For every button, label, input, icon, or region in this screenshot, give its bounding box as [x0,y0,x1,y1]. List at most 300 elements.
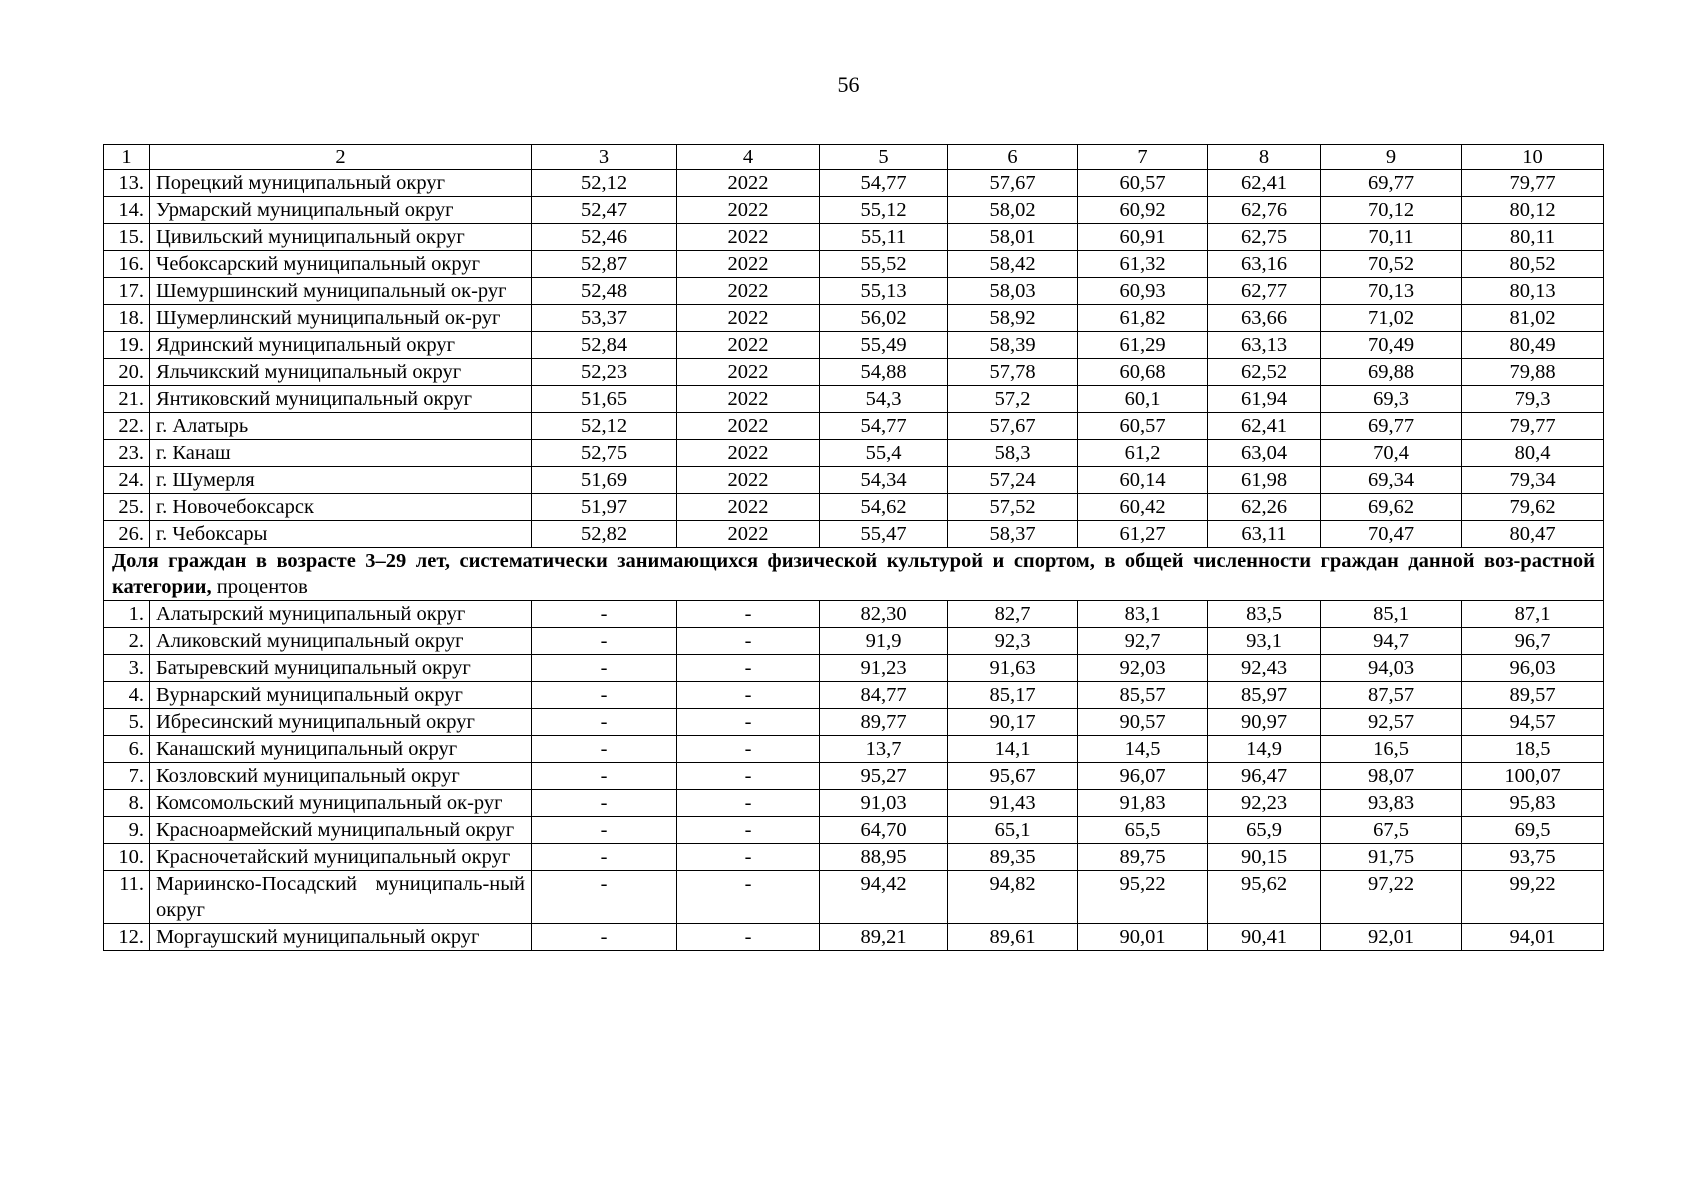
value-cell: 57,67 [948,413,1078,440]
value-cell: 14,5 [1078,736,1208,763]
value-cell: 60,57 [1078,170,1208,197]
value-cell: 79,77 [1462,170,1604,197]
value-cell: 91,75 [1321,844,1462,871]
row-number: 13. [104,170,150,197]
value-cell: 100,07 [1462,763,1604,790]
value-cell: 79,3 [1462,386,1604,413]
row-number: 26. [104,521,150,548]
value-cell: 80,47 [1462,521,1604,548]
value-cell: 52,12 [532,413,677,440]
row-number: 25. [104,494,150,521]
municipality-name: Козловский муниципальный округ [150,763,532,790]
municipality-name: Красноармейский муниципальный округ [150,817,532,844]
value-cell: 94,7 [1321,628,1462,655]
value-cell: 61,82 [1078,305,1208,332]
row-number: 7. [104,763,150,790]
row-number: 10. [104,844,150,871]
value-cell: 94,03 [1321,655,1462,682]
value-cell: 58,3 [948,440,1078,467]
value-cell: 55,4 [820,440,948,467]
table-row [104,467,1604,494]
value-cell: 65,9 [1208,817,1321,844]
value-cell: 96,03 [1462,655,1604,682]
column-header: 4 [677,145,820,170]
value-cell: 89,57 [1462,682,1604,709]
municipality-name: Моргаушский муниципальный округ [150,924,532,951]
value-cell: 92,03 [1078,655,1208,682]
column-header: 5 [820,145,948,170]
value-cell: 69,77 [1321,413,1462,440]
row-number: 2. [104,628,150,655]
table-row [104,682,1604,709]
table-row [104,386,1604,413]
value-cell: 70,47 [1321,521,1462,548]
row-number: 9. [104,817,150,844]
value-cell: 63,13 [1208,332,1321,359]
value-cell: 18,5 [1462,736,1604,763]
value-cell: 54,88 [820,359,948,386]
value-cell: 63,66 [1208,305,1321,332]
value-cell: 70,12 [1321,197,1462,224]
value-cell: 79,77 [1462,413,1604,440]
value-cell: 69,77 [1321,170,1462,197]
row-number: 22. [104,413,150,440]
row-number: 17. [104,278,150,305]
value-cell: - [532,601,677,628]
table-row [104,655,1604,682]
value-cell: 94,01 [1462,924,1604,951]
value-cell: 91,9 [820,628,948,655]
value-cell: 52,23 [532,359,677,386]
value-cell: 88,95 [820,844,948,871]
table-row [104,521,1604,548]
value-cell: 82,30 [820,601,948,628]
column-number-header-row [104,145,1604,170]
table-row [104,413,1604,440]
value-cell: 80,13 [1462,278,1604,305]
value-cell: - [677,736,820,763]
value-cell: 60,1 [1078,386,1208,413]
value-cell: 13,7 [820,736,948,763]
municipality-name: Батыревский муниципальный округ [150,655,532,682]
value-cell: 80,49 [1462,332,1604,359]
row-number: 1. [104,601,150,628]
table-row [104,736,1604,763]
table-row [104,170,1604,197]
value-cell: 90,17 [948,709,1078,736]
value-cell: - [677,628,820,655]
value-cell: 57,2 [948,386,1078,413]
municipality-name: Комсомольский муниципальный ок-руг [150,790,532,817]
municipality-name: Янтиковский муниципальный округ [150,386,532,413]
value-cell: 2022 [677,413,820,440]
value-cell: 54,34 [820,467,948,494]
value-cell: 2022 [677,305,820,332]
row-number: 20. [104,359,150,386]
value-cell: 2022 [677,251,820,278]
value-cell: 94,82 [948,871,1078,924]
municipality-name: Порецкий муниципальный округ [150,170,532,197]
value-cell: 52,12 [532,170,677,197]
table-row [104,251,1604,278]
table-row [104,332,1604,359]
value-cell: 61,27 [1078,521,1208,548]
value-cell: 51,69 [532,467,677,494]
table-row [104,790,1604,817]
value-cell: - [677,763,820,790]
table-row [104,494,1604,521]
column-header: 7 [1078,145,1208,170]
value-cell: 51,65 [532,386,677,413]
municipality-name: Алатырский муниципальный округ [150,601,532,628]
table-row [104,305,1604,332]
value-cell: 69,88 [1321,359,1462,386]
value-cell: - [532,682,677,709]
value-cell: 92,57 [1321,709,1462,736]
value-cell: 94,57 [1462,709,1604,736]
value-cell: 62,52 [1208,359,1321,386]
value-cell: 14,1 [948,736,1078,763]
municipality-name: Чебоксарский муниципальный округ [150,251,532,278]
value-cell: - [677,790,820,817]
value-cell: 52,84 [532,332,677,359]
value-cell: 60,92 [1078,197,1208,224]
value-cell: 96,7 [1462,628,1604,655]
value-cell: 97,22 [1321,871,1462,924]
value-cell: 95,22 [1078,871,1208,924]
value-cell: - [532,844,677,871]
value-cell: 55,13 [820,278,948,305]
value-cell: 62,26 [1208,494,1321,521]
value-cell: 54,62 [820,494,948,521]
value-cell: 79,34 [1462,467,1604,494]
value-cell: 58,39 [948,332,1078,359]
value-cell: 81,02 [1462,305,1604,332]
value-cell: 79,88 [1462,359,1604,386]
value-cell: - [532,709,677,736]
row-number: 8. [104,790,150,817]
value-cell: 55,52 [820,251,948,278]
value-cell: 92,01 [1321,924,1462,951]
value-cell: 95,27 [820,763,948,790]
row-number: 3. [104,655,150,682]
municipality-name: Ибресинский муниципальный округ [150,709,532,736]
value-cell: 91,03 [820,790,948,817]
value-cell: 62,41 [1208,170,1321,197]
value-cell: 63,16 [1208,251,1321,278]
value-cell: 85,1 [1321,601,1462,628]
value-cell: - [532,736,677,763]
table-row [104,359,1604,386]
value-cell: 98,07 [1321,763,1462,790]
value-cell: 89,21 [820,924,948,951]
value-cell: 62,77 [1208,278,1321,305]
value-cell: 89,35 [948,844,1078,871]
value-cell: 91,23 [820,655,948,682]
value-cell: 2022 [677,170,820,197]
municipality-name: Шумерлинский муниципальный ок-руг [150,305,532,332]
indicators-table [103,144,1604,951]
municipality-name: Красночетайский муниципальный округ [150,844,532,871]
row-number: 12. [104,924,150,951]
value-cell: 89,61 [948,924,1078,951]
value-cell: 52,87 [532,251,677,278]
value-cell: 14,9 [1208,736,1321,763]
value-cell: 60,91 [1078,224,1208,251]
table-row [104,601,1604,628]
value-cell: - [677,871,820,924]
value-cell: 80,12 [1462,197,1604,224]
value-cell: 51,97 [532,494,677,521]
row-number: 19. [104,332,150,359]
municipality-name: Канашский муниципальный округ [150,736,532,763]
value-cell: 2022 [677,332,820,359]
value-cell: 80,4 [1462,440,1604,467]
value-cell: 60,57 [1078,413,1208,440]
value-cell: 84,77 [820,682,948,709]
value-cell: 60,68 [1078,359,1208,386]
column-header: 9 [1321,145,1462,170]
value-cell: 96,07 [1078,763,1208,790]
value-cell: - [677,924,820,951]
value-cell: 79,62 [1462,494,1604,521]
value-cell: - [532,924,677,951]
value-cell: 2022 [677,359,820,386]
municipality-name: Яльчикский муниципальный округ [150,359,532,386]
value-cell: 95,67 [948,763,1078,790]
column-header: 1 [104,145,150,170]
table-row [104,224,1604,251]
value-cell: 54,3 [820,386,948,413]
value-cell: - [532,763,677,790]
value-cell: 93,1 [1208,628,1321,655]
value-cell: 52,75 [532,440,677,467]
column-header: 10 [1462,145,1604,170]
value-cell: 70,11 [1321,224,1462,251]
value-cell: 96,47 [1208,763,1321,790]
value-cell: 92,23 [1208,790,1321,817]
value-cell: 2022 [677,494,820,521]
value-cell: 92,7 [1078,628,1208,655]
table-row [104,763,1604,790]
value-cell: 2022 [677,278,820,305]
value-cell: 57,78 [948,359,1078,386]
value-cell: 92,43 [1208,655,1321,682]
value-cell: 60,14 [1078,467,1208,494]
value-cell: 2022 [677,386,820,413]
value-cell: 2022 [677,467,820,494]
column-header: 6 [948,145,1078,170]
value-cell: - [532,655,677,682]
column-header: 2 [150,145,532,170]
row-number: 15. [104,224,150,251]
value-cell: 16,5 [1321,736,1462,763]
table-row [104,871,1604,924]
value-cell: 62,41 [1208,413,1321,440]
value-cell: 58,42 [948,251,1078,278]
value-cell: 54,77 [820,413,948,440]
table-row [104,924,1604,951]
value-cell: 92,3 [948,628,1078,655]
value-cell: 58,01 [948,224,1078,251]
value-cell: - [677,709,820,736]
value-cell: 93,83 [1321,790,1462,817]
row-number: 18. [104,305,150,332]
value-cell: 58,03 [948,278,1078,305]
value-cell: 70,13 [1321,278,1462,305]
value-cell: 90,57 [1078,709,1208,736]
value-cell: 82,7 [948,601,1078,628]
value-cell: 57,67 [948,170,1078,197]
value-cell: 63,04 [1208,440,1321,467]
value-cell: 63,11 [1208,521,1321,548]
municipality-name: Ядринский муниципальный округ [150,332,532,359]
value-cell: 90,97 [1208,709,1321,736]
value-cell: - [677,682,820,709]
value-cell: 87,57 [1321,682,1462,709]
value-cell: 85,17 [948,682,1078,709]
section-title [104,548,1604,601]
value-cell: 90,41 [1208,924,1321,951]
value-cell: 61,2 [1078,440,1208,467]
value-cell: 95,83 [1462,790,1604,817]
value-cell: 65,5 [1078,817,1208,844]
table-row [104,817,1604,844]
municipality-name: г. Новочебоксарск [150,494,532,521]
municipality-name: г. Шумерля [150,467,532,494]
table-row [104,440,1604,467]
value-cell: 83,1 [1078,601,1208,628]
value-cell: 62,75 [1208,224,1321,251]
value-cell: 70,4 [1321,440,1462,467]
value-cell: 2022 [677,224,820,251]
value-cell: 52,48 [532,278,677,305]
table-row [104,197,1604,224]
municipality-name: Вурнарский муниципальный округ [150,682,532,709]
value-cell: 67,5 [1321,817,1462,844]
value-cell: 91,43 [948,790,1078,817]
value-cell: 69,62 [1321,494,1462,521]
value-cell: 55,11 [820,224,948,251]
value-cell: 55,49 [820,332,948,359]
value-cell: 83,5 [1208,601,1321,628]
row-number: 11. [104,871,150,924]
column-header: 8 [1208,145,1321,170]
row-number: 16. [104,251,150,278]
value-cell: - [532,817,677,844]
value-cell: 60,93 [1078,278,1208,305]
value-cell: 87,1 [1462,601,1604,628]
value-cell: - [677,601,820,628]
municipality-name: Мариинско-Посадский муниципаль-ный округ [150,871,532,924]
table-row [104,628,1604,655]
value-cell: 89,75 [1078,844,1208,871]
value-cell: 61,29 [1078,332,1208,359]
municipality-name: г. Канаш [150,440,532,467]
column-header: 3 [532,145,677,170]
row-number: 23. [104,440,150,467]
municipality-name: г. Чебоксары [150,521,532,548]
table-row [104,709,1604,736]
value-cell: 61,98 [1208,467,1321,494]
value-cell: 91,83 [1078,790,1208,817]
value-cell: 89,77 [820,709,948,736]
section-header-row [104,548,1604,601]
value-cell: 85,57 [1078,682,1208,709]
section-title-bold: Доля граждан в возрасте 3–29 лет, систематически занимающихся физической культурой и спортом, в общей численности граждан данной воз-растной категории, [112,550,1595,598]
value-cell: 2022 [677,521,820,548]
value-cell: 54,77 [820,170,948,197]
value-cell: 90,15 [1208,844,1321,871]
value-cell: 99,22 [1462,871,1604,924]
value-cell: 60,42 [1078,494,1208,521]
value-cell: 62,76 [1208,197,1321,224]
value-cell: 53,37 [532,305,677,332]
row-number: 24. [104,467,150,494]
value-cell: 55,12 [820,197,948,224]
value-cell: 57,24 [948,467,1078,494]
value-cell: 71,02 [1321,305,1462,332]
value-cell: 94,42 [820,871,948,924]
value-cell: 57,52 [948,494,1078,521]
value-cell: 52,46 [532,224,677,251]
value-cell: 80,52 [1462,251,1604,278]
value-cell: - [677,817,820,844]
value-cell: - [532,628,677,655]
value-cell: 69,34 [1321,467,1462,494]
value-cell: - [677,655,820,682]
value-cell: - [532,871,677,924]
value-cell: 58,02 [948,197,1078,224]
row-number: 5. [104,709,150,736]
value-cell: 64,70 [820,817,948,844]
value-cell: - [677,844,820,871]
value-cell: 69,3 [1321,386,1462,413]
value-cell: 58,37 [948,521,1078,548]
value-cell: 2022 [677,197,820,224]
value-cell: 95,62 [1208,871,1321,924]
municipality-name: Аликовский муниципальный округ [150,628,532,655]
row-number: 6. [104,736,150,763]
value-cell: 61,32 [1078,251,1208,278]
municipality-name: Урмарский муниципальный округ [150,197,532,224]
value-cell: 55,47 [820,521,948,548]
municipality-name: Цивильский муниципальный округ [150,224,532,251]
value-cell: 65,1 [948,817,1078,844]
row-number: 14. [104,197,150,224]
value-cell: 52,82 [532,521,677,548]
value-cell: 58,92 [948,305,1078,332]
value-cell: 80,11 [1462,224,1604,251]
value-cell: 91,63 [948,655,1078,682]
value-cell: 70,52 [1321,251,1462,278]
value-cell: 70,49 [1321,332,1462,359]
row-number: 21. [104,386,150,413]
section-title-unit: процентов [211,576,308,598]
table-row [104,278,1604,305]
value-cell: 56,02 [820,305,948,332]
value-cell: 69,5 [1462,817,1604,844]
value-cell: 2022 [677,440,820,467]
row-number: 4. [104,682,150,709]
page-number: 56 [837,72,860,97]
value-cell: 90,01 [1078,924,1208,951]
value-cell: 85,97 [1208,682,1321,709]
value-cell: 61,94 [1208,386,1321,413]
value-cell: 93,75 [1462,844,1604,871]
municipality-name: г. Алатырь [150,413,532,440]
value-cell: 52,47 [532,197,677,224]
